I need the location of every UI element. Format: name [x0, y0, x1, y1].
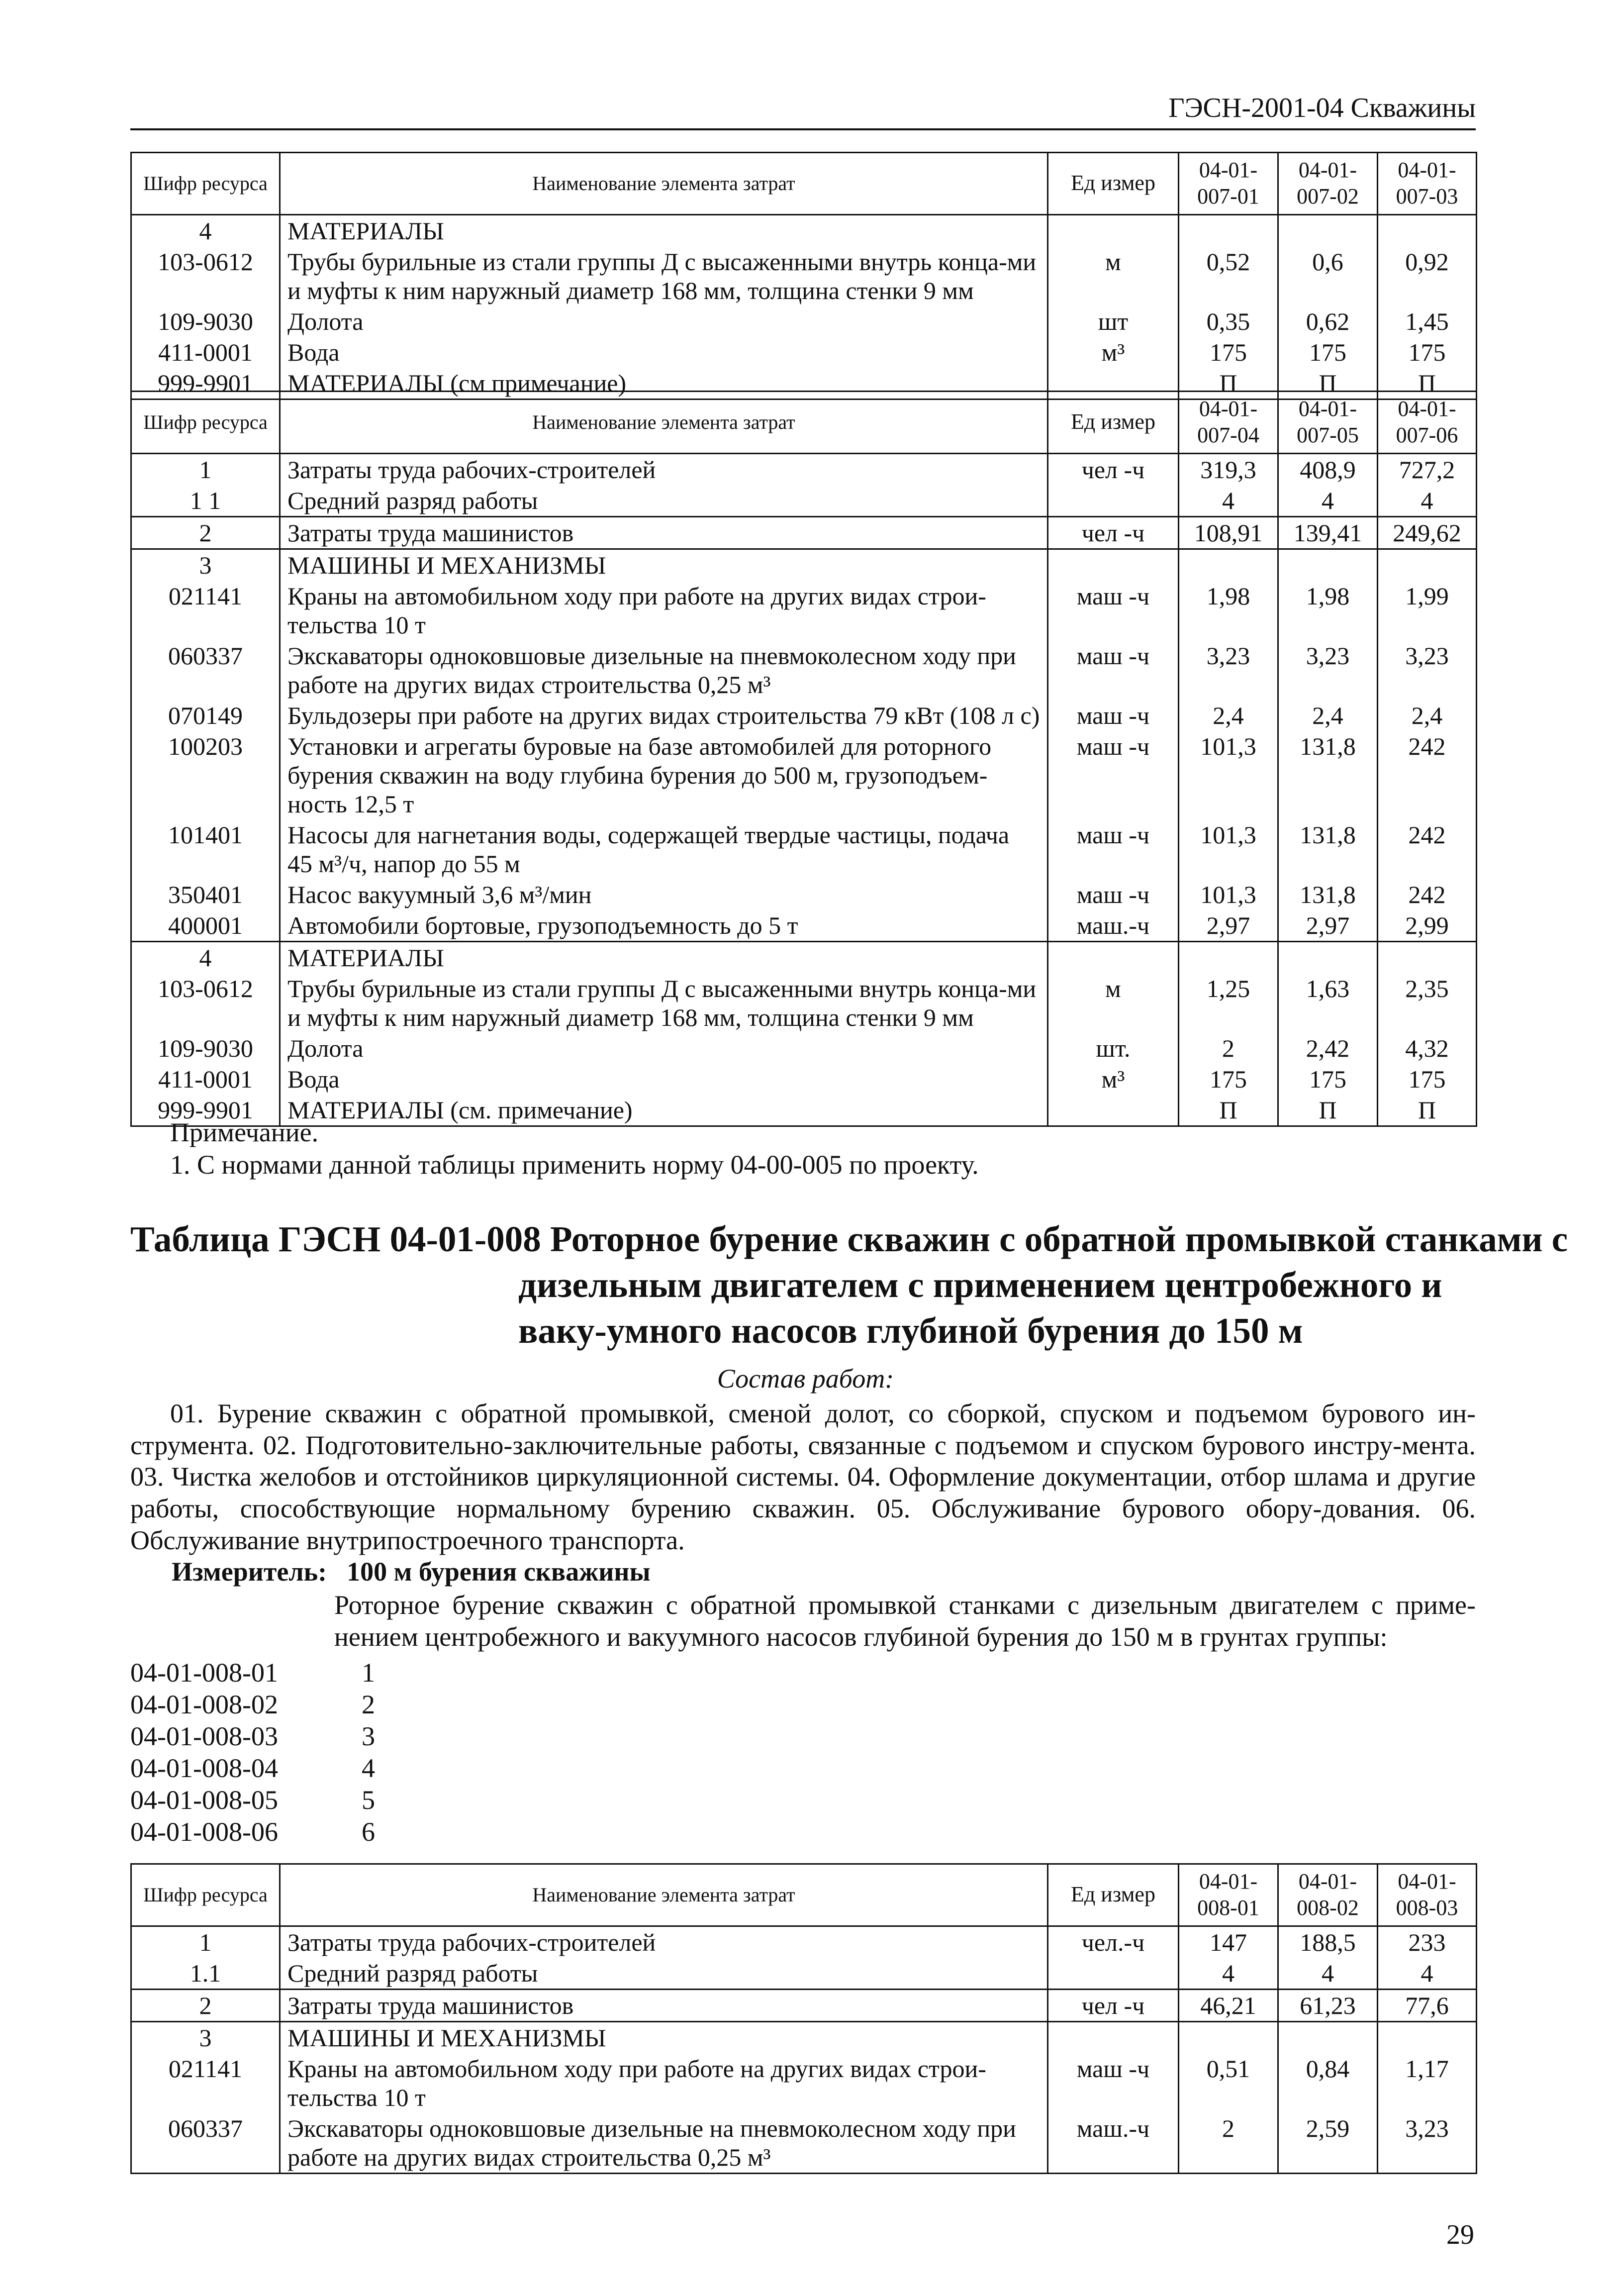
- table-header-row: [131, 153, 1477, 215]
- resource-value: 3,23: [1179, 640, 1278, 700]
- resource-value: 4: [1278, 1958, 1378, 1990]
- table-row: [131, 731, 1477, 819]
- table-header-row: [131, 1864, 1477, 1926]
- table-row: [131, 1033, 1477, 1064]
- resource-value: 2: [1179, 2113, 1278, 2174]
- resource-value: 1,45: [1378, 306, 1477, 337]
- resource-value: 4: [1179, 485, 1278, 517]
- resource-value: 2,97: [1278, 910, 1378, 942]
- table-row: [131, 2053, 1477, 2113]
- resource-code: 1 1: [131, 485, 280, 517]
- table-row: [131, 1926, 1477, 1958]
- note-text: 1. С нормами данной таблицы применить норму 04-00-005 по проекту.: [170, 1150, 979, 1180]
- resource-value: 1,25: [1179, 973, 1278, 1033]
- resource-code: 060337: [131, 640, 280, 700]
- table-row: [131, 516, 1477, 549]
- note-title: Примечание.: [170, 1117, 319, 1147]
- table-row: [131, 910, 1477, 942]
- header-code: Шифр ресурса: [131, 392, 280, 454]
- resource-unit: чел -ч: [1048, 453, 1179, 485]
- resource-name: Вода: [280, 337, 1048, 368]
- resource-unit: [1048, 2021, 1179, 2053]
- resource-unit: м³: [1048, 337, 1179, 368]
- resource-value: 727,2: [1378, 453, 1477, 485]
- resource-code: 999-9901: [131, 1095, 280, 1126]
- resource-value: 175: [1278, 337, 1378, 368]
- table-row: [131, 700, 1477, 731]
- resource-code: 109-9030: [131, 306, 280, 337]
- resource-unit: [1048, 941, 1179, 973]
- resource-value: 0,84: [1278, 2053, 1378, 2113]
- resource-unit: м: [1048, 973, 1179, 1033]
- resource-code: 101401: [131, 819, 280, 879]
- header-unit: Ед измер: [1048, 153, 1179, 215]
- resource-value: 175: [1179, 1064, 1278, 1095]
- resource-name: Насосы для нагнетания воды, содержащей твердые частицы, подача 45 м³/ч, напор до 55 м: [280, 819, 1048, 879]
- resource-code: 350401: [131, 879, 280, 910]
- header-norm-column: 04-01-007-02: [1278, 153, 1378, 215]
- resource-value: П: [1179, 368, 1278, 399]
- header-norm-column: 04-01-008-03: [1378, 1864, 1477, 1926]
- resource-unit: маш.-ч: [1048, 910, 1179, 942]
- header-rule: [130, 128, 1476, 130]
- resource-value: 131,8: [1278, 819, 1378, 879]
- resource-value: 0,52: [1179, 246, 1278, 306]
- table-title: [130, 1216, 1568, 1354]
- resource-code: 103-0612: [131, 973, 280, 1033]
- resource-value: 2,4: [1378, 700, 1477, 731]
- resource-value: 1,63: [1278, 973, 1378, 1033]
- resource-value: 101,3: [1179, 879, 1278, 910]
- norm-code: 04-01-008-06: [130, 1817, 278, 1847]
- resource-unit: шт: [1048, 306, 1179, 337]
- table-row: [131, 1958, 1477, 1990]
- resource-name: Экскаваторы одноковшовые дизельные на пневмоколесном ходу при работе на других видах строительства 0,25 м³: [280, 640, 1048, 700]
- resource-unit: маш.-ч: [1048, 2113, 1179, 2174]
- soil-group: 6: [362, 1817, 375, 1847]
- resource-value: 1,17: [1378, 2053, 1477, 2113]
- resource-value: 2,42: [1278, 1033, 1378, 1064]
- resource-code: 2: [131, 516, 280, 549]
- resource-code: 411-0001: [131, 1064, 280, 1095]
- work-composition-text: 01. Бурение скважин с обратной промывкой, сменой долот, со сборкой, спуском и подъемом бурового ин-струмента. 02. Подготовительно-заключительные работы, связанные с подъемом и спуском бурового инстру-мента. 03. Чистка желобов и отстойников циркуляционной системы. 04. Оформление документации, отбор шлама и другие работы, способствующие нормальному бурению скважин. 05. Обслуживание бурового обору-дования. 06. Обслуживание внутрипостроечного транспорта.: [130, 1398, 1476, 1555]
- resource-unit: маш -ч: [1048, 879, 1179, 910]
- soil-group: 1: [362, 1658, 375, 1688]
- resource-name: Трубы бурильные из стали группы Д с высаженными внутрь конца-ми и муфты к ним наружный диаметр 168 мм, толщина стенки 9 мм: [280, 246, 1048, 306]
- resource-code: 021141: [131, 2053, 280, 2113]
- resource-code: 1: [131, 1926, 280, 1958]
- table-row: [131, 549, 1477, 581]
- header-name: Наименование элемента затрат: [280, 392, 1048, 454]
- resource-name: Краны на автомобильном ходу при работе на других видах строи-тельства 10 т: [280, 581, 1048, 640]
- resource-unit: маш -ч: [1048, 731, 1179, 819]
- soil-group: 5: [362, 1785, 375, 1815]
- resource-value: 108,91: [1179, 516, 1278, 549]
- resource-value: 0,51: [1179, 2053, 1278, 2113]
- resource-value: 61,23: [1278, 1989, 1378, 2021]
- resource-code: 103-0612: [131, 246, 280, 306]
- resource-value: 4,32: [1378, 1033, 1477, 1064]
- resource-value: [1378, 941, 1477, 973]
- resource-unit: маш -ч: [1048, 700, 1179, 731]
- resource-name: Затраты труда рабочих-строителей: [280, 453, 1048, 485]
- resource-value: 147: [1179, 1926, 1278, 1958]
- resource-table-3: [130, 1863, 1477, 2174]
- resource-name: Вода: [280, 1064, 1048, 1095]
- resource-code: 4: [131, 941, 280, 973]
- resource-unit: маш -ч: [1048, 2053, 1179, 2113]
- table-header-row: [131, 392, 1477, 454]
- resource-value: 3,23: [1378, 2113, 1477, 2174]
- norm-description: Роторное бурение скважин с обратной промывкой станками с дизельным двигателем с приме-нением центробежного и вакуумного насосов глубиной бурения до 150 м в грунтах группы:: [334, 1590, 1476, 1652]
- table-row: [131, 941, 1477, 973]
- norm-code-row: [130, 1689, 375, 1720]
- resource-value: 249,62: [1378, 516, 1477, 549]
- resource-value: 408,9: [1278, 453, 1378, 485]
- resource-code: 999-9901: [131, 368, 280, 399]
- resource-value: 0,62: [1278, 306, 1378, 337]
- resource-name: Затраты труда машинистов: [280, 1989, 1048, 2021]
- resource-value: 101,3: [1179, 731, 1278, 819]
- header-code: Шифр ресурса: [131, 1864, 280, 1926]
- norm-code-row: [130, 1816, 375, 1848]
- resource-value: [1179, 2021, 1278, 2053]
- header-norm-column: 04-01-008-01: [1179, 1864, 1278, 1926]
- resource-unit: [1048, 214, 1179, 246]
- table-row: [131, 2021, 1477, 2053]
- resource-value: 242: [1378, 879, 1477, 910]
- resource-value: 0,6: [1278, 246, 1378, 306]
- resource-value: 77,6: [1378, 1989, 1477, 2021]
- resource-value: 175: [1378, 337, 1477, 368]
- resource-name: МАШИНЫ И МЕХАНИЗМЫ: [280, 2021, 1048, 2053]
- resource-unit: чел.-ч: [1048, 1926, 1179, 1958]
- resource-value: 319,3: [1179, 453, 1278, 485]
- resource-code: 060337: [131, 2113, 280, 2174]
- resource-value: [1278, 214, 1378, 246]
- resource-value: [1179, 941, 1278, 973]
- table-title-line-2: дизельным двигателем с применением центробежного и ваку-умного насосов глубиной бурения до 150 м: [518, 1264, 1442, 1351]
- resource-value: [1378, 214, 1477, 246]
- resource-name: Средний разряд работы: [280, 485, 1048, 517]
- header-norm-column: 04-01-007-03: [1378, 153, 1477, 215]
- resource-value: 242: [1378, 731, 1477, 819]
- resource-unit: [1048, 1095, 1179, 1126]
- table-row: [131, 1064, 1477, 1095]
- resource-name: Краны на автомобильном ходу при работе на других видах строи-тельства 10 т: [280, 2053, 1048, 2113]
- resource-code: 1: [131, 453, 280, 485]
- resource-value: 4: [1378, 485, 1477, 517]
- resource-unit: маш -ч: [1048, 640, 1179, 700]
- header-unit: Ед измер: [1048, 392, 1179, 454]
- table-row: [131, 453, 1477, 485]
- header-norm-column: 04-01-007-04: [1179, 392, 1278, 454]
- resource-value: П: [1278, 368, 1378, 399]
- norm-code: 04-01-008-03: [130, 1721, 278, 1751]
- header-norm-column: 04-01-007-01: [1179, 153, 1278, 215]
- table-row: [131, 485, 1477, 517]
- resource-name: МАТЕРИАЛЫ (см примечание): [280, 368, 1048, 399]
- table-row: [131, 581, 1477, 640]
- resource-name: Затраты труда машинистов: [280, 516, 1048, 549]
- resource-name: Долота: [280, 306, 1048, 337]
- header-norm-column: 04-01-008-02: [1278, 1864, 1378, 1926]
- header-name: Наименование элемента затрат: [280, 153, 1048, 215]
- resource-value: 175: [1278, 1064, 1378, 1095]
- resource-value: 131,8: [1278, 731, 1378, 819]
- resource-value: 188,5: [1278, 1926, 1378, 1958]
- resource-name: МАШИНЫ И МЕХАНИЗМЫ: [280, 549, 1048, 581]
- resource-name: Средний разряд работы: [280, 1958, 1048, 1990]
- norm-code: 04-01-008-04: [130, 1753, 278, 1783]
- resource-unit: маш -ч: [1048, 819, 1179, 879]
- resource-value: 2: [1179, 1033, 1278, 1064]
- header-norm-column: 04-01-007-05: [1278, 392, 1378, 454]
- resource-value: 2,97: [1179, 910, 1278, 942]
- resource-value: 4: [1179, 1958, 1278, 1990]
- resource-name: Установки и агрегаты буровые на базе автомобилей для роторного бурения скважин на воду глубина бурения до 500 м, грузоподъем-ность 12,5 т: [280, 731, 1048, 819]
- resource-code: 3: [131, 549, 280, 581]
- norm-code-row: [130, 1784, 375, 1816]
- table-row: [131, 246, 1477, 306]
- norm-code-row: [130, 1752, 375, 1784]
- table-row: [131, 306, 1477, 337]
- header-code: Шифр ресурса: [131, 153, 280, 215]
- resource-value: 233: [1378, 1926, 1477, 1958]
- resource-name: Трубы бурильные из стали группы Д с высаженными внутрь конца-ми и муфты к ним наружный диаметр 168 мм, толщина стенки 9 мм: [280, 973, 1048, 1033]
- resource-name: МАТЕРИАЛЫ: [280, 941, 1048, 973]
- resource-unit: шт.: [1048, 1033, 1179, 1064]
- soil-group: 3: [362, 1721, 375, 1751]
- resource-unit: чел -ч: [1048, 516, 1179, 549]
- resource-value: 3,23: [1278, 640, 1378, 700]
- resource-code: 411-0001: [131, 337, 280, 368]
- resource-name: МАТЕРИАЛЫ (см. примечание): [280, 1095, 1048, 1126]
- resource-name: Бульдозеры при работе на других видах строительства 79 кВт (108 л с): [280, 700, 1048, 731]
- work-composition-heading: Состав работ:: [717, 1364, 894, 1394]
- resource-table-2: [130, 391, 1477, 1127]
- table-row: [131, 973, 1477, 1033]
- norm-code: 04-01-008-02: [130, 1690, 278, 1719]
- resource-unit: чел -ч: [1048, 1989, 1179, 2021]
- table-row: [131, 1989, 1477, 2021]
- soil-group: 4: [362, 1753, 375, 1783]
- resource-code: 1.1: [131, 1958, 280, 1990]
- header-norm-column: 04-01-007-06: [1378, 392, 1477, 454]
- resource-code: 021141: [131, 581, 280, 640]
- norm-code-row: [130, 1657, 375, 1689]
- resource-name: Экскаваторы одноковшовые дизельные на пневмоколесном ходу при работе на других видах строительства 0,25 м³: [280, 2113, 1048, 2174]
- resource-value: 4: [1278, 485, 1378, 517]
- resource-value: [1378, 2021, 1477, 2053]
- resource-value: 0,92: [1378, 246, 1477, 306]
- resource-value: П: [1378, 368, 1477, 399]
- soil-group: 2: [362, 1690, 375, 1719]
- resource-unit: м³: [1048, 1064, 1179, 1095]
- resource-value: П: [1378, 1095, 1477, 1126]
- resource-value: П: [1179, 1095, 1278, 1126]
- measure-value: 100 м бурения скважины: [347, 1557, 651, 1587]
- resource-unit: [1048, 1958, 1179, 1990]
- header-name: Наименование элемента затрат: [280, 1864, 1048, 1926]
- resource-name: Затраты труда рабочих-строителей: [280, 1926, 1048, 1958]
- resource-code: 400001: [131, 910, 280, 942]
- resource-value: [1278, 2021, 1378, 2053]
- resource-value: 101,3: [1179, 819, 1278, 879]
- resource-value: 3,23: [1378, 640, 1477, 700]
- resource-code: 4: [131, 214, 280, 246]
- norm-code: 04-01-008-05: [130, 1785, 278, 1815]
- resource-name: Насос вакуумный 3,6 м³/мин: [280, 879, 1048, 910]
- table-row: [131, 337, 1477, 368]
- resource-value: 2,35: [1378, 973, 1477, 1033]
- resource-name: Долота: [280, 1033, 1048, 1064]
- resource-value: 131,8: [1278, 879, 1378, 910]
- resource-value: 2,4: [1179, 700, 1278, 731]
- resource-value: 1,98: [1278, 581, 1378, 640]
- resource-value: 1,99: [1378, 581, 1477, 640]
- resource-value: 0,35: [1179, 306, 1278, 337]
- resource-value: 175: [1179, 337, 1278, 368]
- resource-value: [1278, 941, 1378, 973]
- resource-name: МАТЕРИАЛЫ: [280, 214, 1048, 246]
- resource-code: 109-9030: [131, 1033, 280, 1064]
- resource-unit: [1048, 549, 1179, 581]
- resource-value: 2,59: [1278, 2113, 1378, 2174]
- resource-code: 2: [131, 1989, 280, 2021]
- resource-code: 3: [131, 2021, 280, 2053]
- norm-code: 04-01-008-01: [130, 1658, 278, 1688]
- resource-value: [1278, 549, 1378, 581]
- resource-value: 2,4: [1278, 700, 1378, 731]
- resource-value: [1179, 549, 1278, 581]
- header-unit: Ед измер: [1048, 1864, 1179, 1926]
- table-title-line-1: Таблица ГЭСН 04-01-008 Роторное бурение скважин с обратной промывкой станками с: [130, 1219, 1568, 1259]
- resource-value: 139,41: [1278, 516, 1378, 549]
- resource-value: [1179, 214, 1278, 246]
- resource-table-1: [130, 152, 1477, 400]
- resource-code: 100203: [131, 731, 280, 819]
- page-number: 29: [1446, 2219, 1474, 2250]
- table-row: [131, 819, 1477, 879]
- norm-code-list: [130, 1657, 375, 1848]
- table-row: [131, 214, 1477, 246]
- resource-value: 2,99: [1378, 910, 1477, 942]
- resource-unit: маш -ч: [1048, 581, 1179, 640]
- resource-value: 175: [1378, 1064, 1477, 1095]
- resource-value: 46,21: [1179, 1989, 1278, 2021]
- resource-value: П: [1278, 1095, 1378, 1126]
- measure-unit: [172, 1556, 651, 1587]
- resource-name: Автомобили бортовые, грузоподъемность до 5 т: [280, 910, 1048, 942]
- table-row: [131, 879, 1477, 910]
- resource-value: 1,98: [1179, 581, 1278, 640]
- resource-value: 4: [1378, 1958, 1477, 1990]
- table-row: [131, 2113, 1477, 2174]
- running-header: ГЭСН-2001-04 Скважины: [1168, 93, 1476, 123]
- resource-value: 242: [1378, 819, 1477, 879]
- resource-value: [1378, 549, 1477, 581]
- resource-code: 070149: [131, 700, 280, 731]
- table-row: [131, 1095, 1477, 1126]
- table-row: [131, 640, 1477, 700]
- norm-code-row: [130, 1720, 375, 1752]
- measure-label: Измеритель:: [172, 1557, 327, 1587]
- resource-unit: м: [1048, 246, 1179, 306]
- resource-unit: [1048, 485, 1179, 517]
